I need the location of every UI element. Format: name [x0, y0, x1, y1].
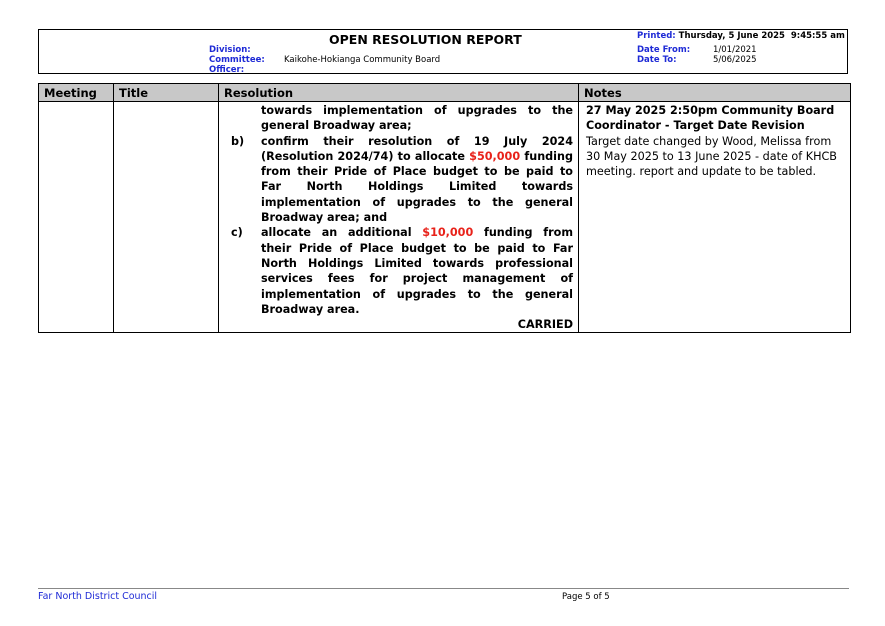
- officer-label: Officer:: [209, 65, 245, 75]
- notes-heading-1: 27 May 2025 2:50pm Community Board: [586, 104, 835, 117]
- notes-body: Target date changed by Wood, Melissa from 30 May 2025 to 13 June 2025 - date of KHCB meeting. report and update to be tabled.: [586, 134, 837, 179]
- item-c-text-start: allocate an additional: [261, 226, 423, 240]
- item-b-text-start: confirm their resolution of 19 July 2024 (Resolution 2024/74) to allocate: [261, 134, 573, 163]
- table-row: [39, 102, 851, 333]
- item-b-amount: $50,000: [469, 149, 521, 163]
- committee-value: Kaikohe-Hokianga Community Board: [284, 55, 441, 65]
- footer-page-number: Page 5 of 5: [562, 592, 610, 602]
- resolution-table: [38, 83, 851, 333]
- date-range: [637, 45, 757, 65]
- meeting-cell: [39, 102, 114, 333]
- report-header: [38, 29, 848, 74]
- col-notes: Notes: [579, 84, 851, 102]
- meta-labels: [209, 45, 265, 75]
- report-title: OPEN RESOLUTION REPORT: [329, 32, 522, 47]
- printed-info: [637, 31, 845, 41]
- item-b-text-end: funding from their Pride of Place budget to be paid to Far North Holdings Limited towards implementation of upgrades to the general Broadway area; and: [261, 149, 573, 225]
- col-resolution: Resolution: [219, 84, 579, 102]
- item-c-amount: $10,000: [422, 226, 474, 240]
- table-header-row: [39, 84, 851, 102]
- date-to-value: 5/06/2025: [713, 55, 757, 65]
- resolution-continued-text: towards implementation of upgrades to the general Broadway area;: [261, 104, 573, 133]
- notes-cell: [579, 102, 851, 333]
- printed-label: Printed:: [637, 31, 676, 41]
- footer-organisation: Far North District Council: [38, 591, 158, 602]
- footer-divider: [38, 588, 849, 589]
- item-c-text: [261, 225, 573, 317]
- resolution-cell: [219, 102, 579, 333]
- notes-heading-2: Coordinator - Target Date Revision: [586, 119, 805, 133]
- date-to-label: Date To:: [637, 55, 677, 65]
- item-b-text: [261, 134, 573, 226]
- item-b-letter: b): [231, 134, 245, 148]
- title-cell: [114, 102, 219, 333]
- date-from-label: Date From:: [637, 45, 691, 55]
- committee-label: Committee:: [209, 55, 265, 65]
- printed-value: Thursday, 5 June 2025 9:45:55 am: [678, 31, 845, 41]
- item-c-text-end: funding from their Pride of Place budget to be paid to Far North Holdings Limited towards professional services fees for project management of implementation of upgrades to the general Broadway area.: [261, 226, 573, 316]
- col-meeting: Meeting: [39, 84, 114, 102]
- col-title: Title: [114, 84, 219, 102]
- division-label: Division:: [209, 45, 251, 55]
- date-from-value: 1/01/2021: [713, 45, 757, 55]
- item-c-letter: c): [231, 226, 243, 240]
- carried-label: CARRIED: [517, 318, 573, 332]
